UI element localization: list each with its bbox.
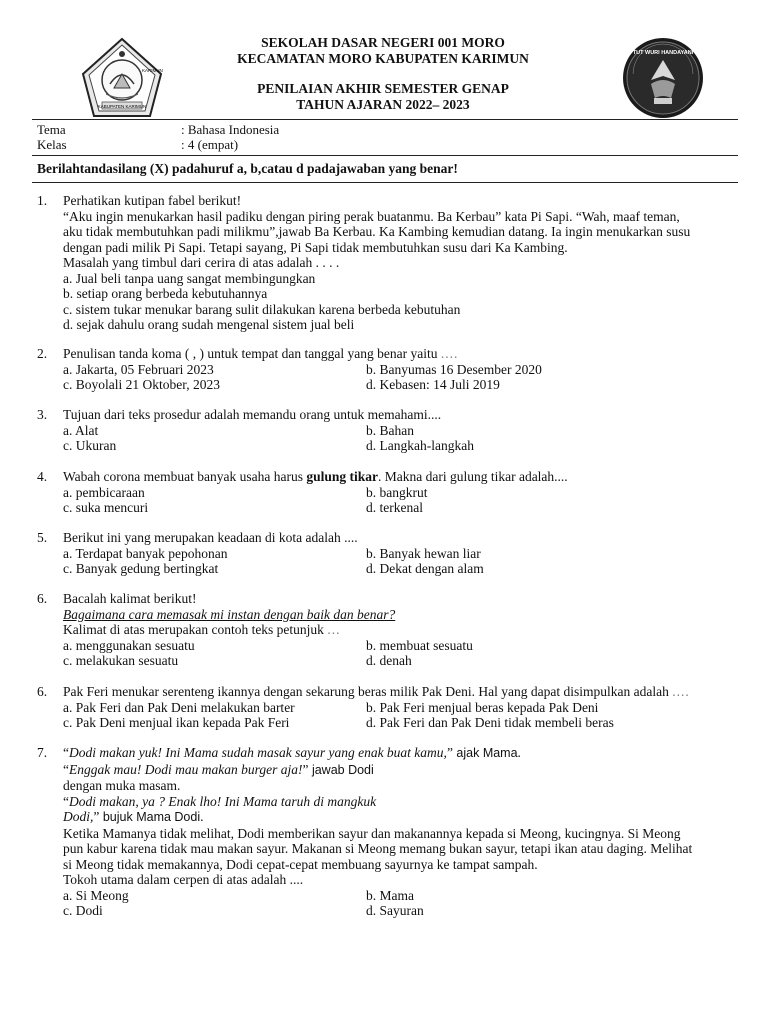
answer-blank: .... [672, 684, 690, 699]
story-line: dengan muka masam. [63, 778, 181, 793]
tut-wuri-handayani-icon [621, 36, 705, 120]
option-d[interactable]: d. Kebasen: 14 Juli 2019 [366, 377, 500, 392]
story-line: Ketika Mamanya tidak melihat, Dodi memberikan sayur dan makanannya kepada si Meong, kucingnya. Si Meong [63, 825, 681, 841]
tema-value: : Bahasa Indonesia [181, 122, 280, 137]
option-a[interactable]: a. Pak Feri dan Pak Deni melakukan barter [63, 699, 295, 715]
question-stem: Perhatikan kutipan fabel berikut! [63, 193, 242, 208]
instruction: Berilahtandasilang (X) padahuruf a, b,catau d padajawaban yang benar! [37, 161, 458, 176]
question-number: 6. [37, 684, 48, 699]
question-stem-text: Penulisan tanda koma ( , ) untuk tempat dan tanggal yang benar yaitu [63, 346, 438, 361]
fable-text-line: dengan padi milik Pi Sapi. Tetapi sayang, Pi Sapi tidak membutuhkan susu dari Ka Kambing. [63, 239, 568, 255]
dialogue-tag: bujuk Mama Dodi [99, 810, 201, 824]
question-stem-text: Wabah corona membuat banyak usaha harus [63, 469, 307, 484]
option-a[interactable]: a. menggunakan sesuatu [63, 637, 195, 653]
dialogue-text: Enggak mau! Dodi mau makan burger aja! [69, 761, 303, 777]
question-number: 4. [37, 469, 48, 484]
exam-title: PENILAIAN AKHIR SEMESTER GENAP [257, 81, 509, 96]
option-d[interactable]: d. Langkah-langkah [366, 438, 474, 453]
option-d[interactable]: d. Pak Feri dan Pak Deni tidak membeli beras [366, 715, 614, 730]
left-logo-bottom-text: KABUPATEN KARIMUN [97, 104, 147, 109]
district-name: KECAMATAN MORO KABUPATEN KARIMUN [237, 51, 529, 66]
divider [32, 155, 738, 156]
question-stem [63, 684, 733, 700]
dialogue-text: Dodi, [63, 809, 94, 824]
option-b[interactable]: b. Mama [366, 887, 414, 903]
divider [32, 119, 738, 120]
question-number: 7. [37, 745, 48, 760]
option-d[interactable]: d. Sayuran [366, 903, 424, 918]
regency-emblem-icon [80, 36, 164, 120]
answer-blank: ... [327, 622, 341, 637]
academic-year: TAHUN AJARAN 2022– 2023 [296, 97, 470, 112]
story-line: Dodi,” bujuk Mama Dodi. [63, 809, 204, 824]
option-a[interactable]: a. Terdapat banyak pepohonan [63, 545, 228, 561]
question-number: 5. [37, 530, 48, 545]
question-number: 1. [37, 193, 48, 208]
school-name: SEKOLAH DASAR NEGERI 001 MORO [261, 35, 505, 50]
question-number: 2. [37, 346, 48, 361]
option-c[interactable]: c. melakukan sesuatu [63, 653, 179, 668]
tema-label: Tema [37, 122, 66, 137]
question-stem: Tujuan dari teks prosedur adalah memandu orang untuk memahami.... [63, 407, 442, 422]
story-line: “Dodi makan yuk! Ini Mama sudah masak sayur yang enak buat kamu,” ajak Mama. [63, 745, 521, 760]
option-d[interactable]: d. Dekat dengan alam [366, 561, 484, 576]
question-stem [63, 346, 733, 362]
option-b[interactable]: b. membuat sesuatu [366, 637, 473, 653]
highlighted-phrase: gulung tikar [306, 469, 378, 484]
option-b[interactable]: b. Banyumas 16 Desember 2020 [366, 361, 542, 377]
question-prompt-text: Kalimat di atas merupakan contoh teks petunjuk [63, 622, 324, 637]
option-c[interactable]: c. sistem tukar menukar barang sulit dilakukan karena berbeda kebutuhan [63, 301, 461, 317]
question-stem: Bacalah kalimat berikut! [63, 591, 197, 606]
fable-text-line: aku tidak membutuhkan padi milikmu”,jawab Ba Kerbau. Ka Kambing kemudian datang. Ia ingin menukarkan susu [63, 224, 691, 239]
option-c[interactable]: c. Banyak gedung bertingkat [63, 561, 219, 576]
question-prompt: Tokoh utama dalam cerpen di atas adalah .... [63, 872, 304, 887]
dialogue-tag: ajak Mama [452, 746, 518, 760]
option-c[interactable]: c. Boyolali 21 Oktober, 2023 [63, 377, 220, 392]
dialogue-text: Dodi makan yuk! Ini Mama sudah masak sayur yang enak buat kamu, [69, 745, 447, 760]
divider [32, 182, 738, 183]
dialogue-tag: jawab Dodi [308, 762, 374, 777]
dialogue-text: Dodi makan, ya ? Enak lho! Ini Mama taruh di mangkuk [69, 793, 377, 809]
question-number: 3. [37, 407, 48, 422]
option-b[interactable]: b. Pak Feri menjual beras kepada Pak Deni [366, 699, 599, 715]
question-prompt: Masalah yang timbul dari cerira di atas adalah . . . . [63, 255, 340, 270]
question-stem: Berikut ini yang merupakan keadaan di kota adalah .... [63, 530, 358, 545]
question-prompt [63, 622, 733, 638]
option-c[interactable]: c. Dodi [63, 903, 103, 918]
fable-text-line: “Aku ingin menukarkan hasil padiku dengan piring perak buatanmu. Ba Kerbau” kata Pi Sapi. “Wah, maaf teman, [63, 208, 680, 224]
option-a[interactable]: a. pembicaraan [63, 484, 145, 500]
answer-blank: .... [440, 346, 459, 361]
option-d[interactable]: d. sejak dahulu orang sudah mengenal sistem jual beli [63, 317, 355, 332]
option-d[interactable]: d. denah [366, 653, 412, 668]
option-a[interactable]: a. Alat [63, 422, 99, 438]
option-a[interactable]: a. Jakarta, 05 Februari 2023 [63, 361, 214, 377]
option-b[interactable]: b. setiap orang berbeda kebutuhannya [63, 286, 268, 301]
kelas-label: Kelas [37, 137, 67, 152]
story-line: si Meong tidak memakannya, Dodi cepat-cepat membuang sayurnya ke tampat sampah. [63, 856, 538, 872]
option-b[interactable]: b. bangkrut [366, 484, 428, 500]
option-b[interactable]: b. Banyak hewan liar [366, 545, 481, 561]
option-c[interactable]: c. suka mencuri [63, 500, 149, 515]
right-logo-text: TUT WURI HANDAYANI [632, 50, 694, 56]
story-line: “Enggak mau! Dodi mau makan burger aja!” jawab Dodi [63, 761, 374, 777]
option-c[interactable]: c. Pak Deni menjual ikan kepada Pak Feri [63, 715, 290, 730]
option-a[interactable]: a. Jual beli tanpa uang sangat membingungkan [63, 270, 316, 286]
option-c[interactable]: c. Ukuran [63, 438, 117, 453]
question-stem [63, 469, 733, 485]
option-d[interactable]: d. terkenal [366, 500, 423, 515]
example-sentence: Bagaimana cara memasak mi instan dengan baik dan benar? [63, 606, 396, 622]
story-line: “Dodi makan, ya ? Enak lho! Ini Mama taruh di mangkuk [63, 793, 377, 809]
question-stem-text: Pak Feri menukar serenteng ikannya dengan sekarung beras milik Pak Deni. Hal yang dapat disimpulkan adalah [63, 684, 669, 699]
left-logo-top-text: KARIMUN [142, 68, 163, 73]
option-a[interactable]: a. Si Meong [63, 887, 129, 903]
option-b[interactable]: b. Bahan [366, 422, 414, 438]
story-line: pun kabur karena tidak mau makan sayur. Makanan si Meong memang bukan sayur, tetapi ikan atau daging. Melihat [63, 841, 693, 856]
question-stem-text: . Makna dari gulung tikar adalah.... [377, 469, 568, 484]
kelas-value: : 4 (empat) [181, 137, 239, 152]
question-number: 6. [37, 591, 48, 606]
